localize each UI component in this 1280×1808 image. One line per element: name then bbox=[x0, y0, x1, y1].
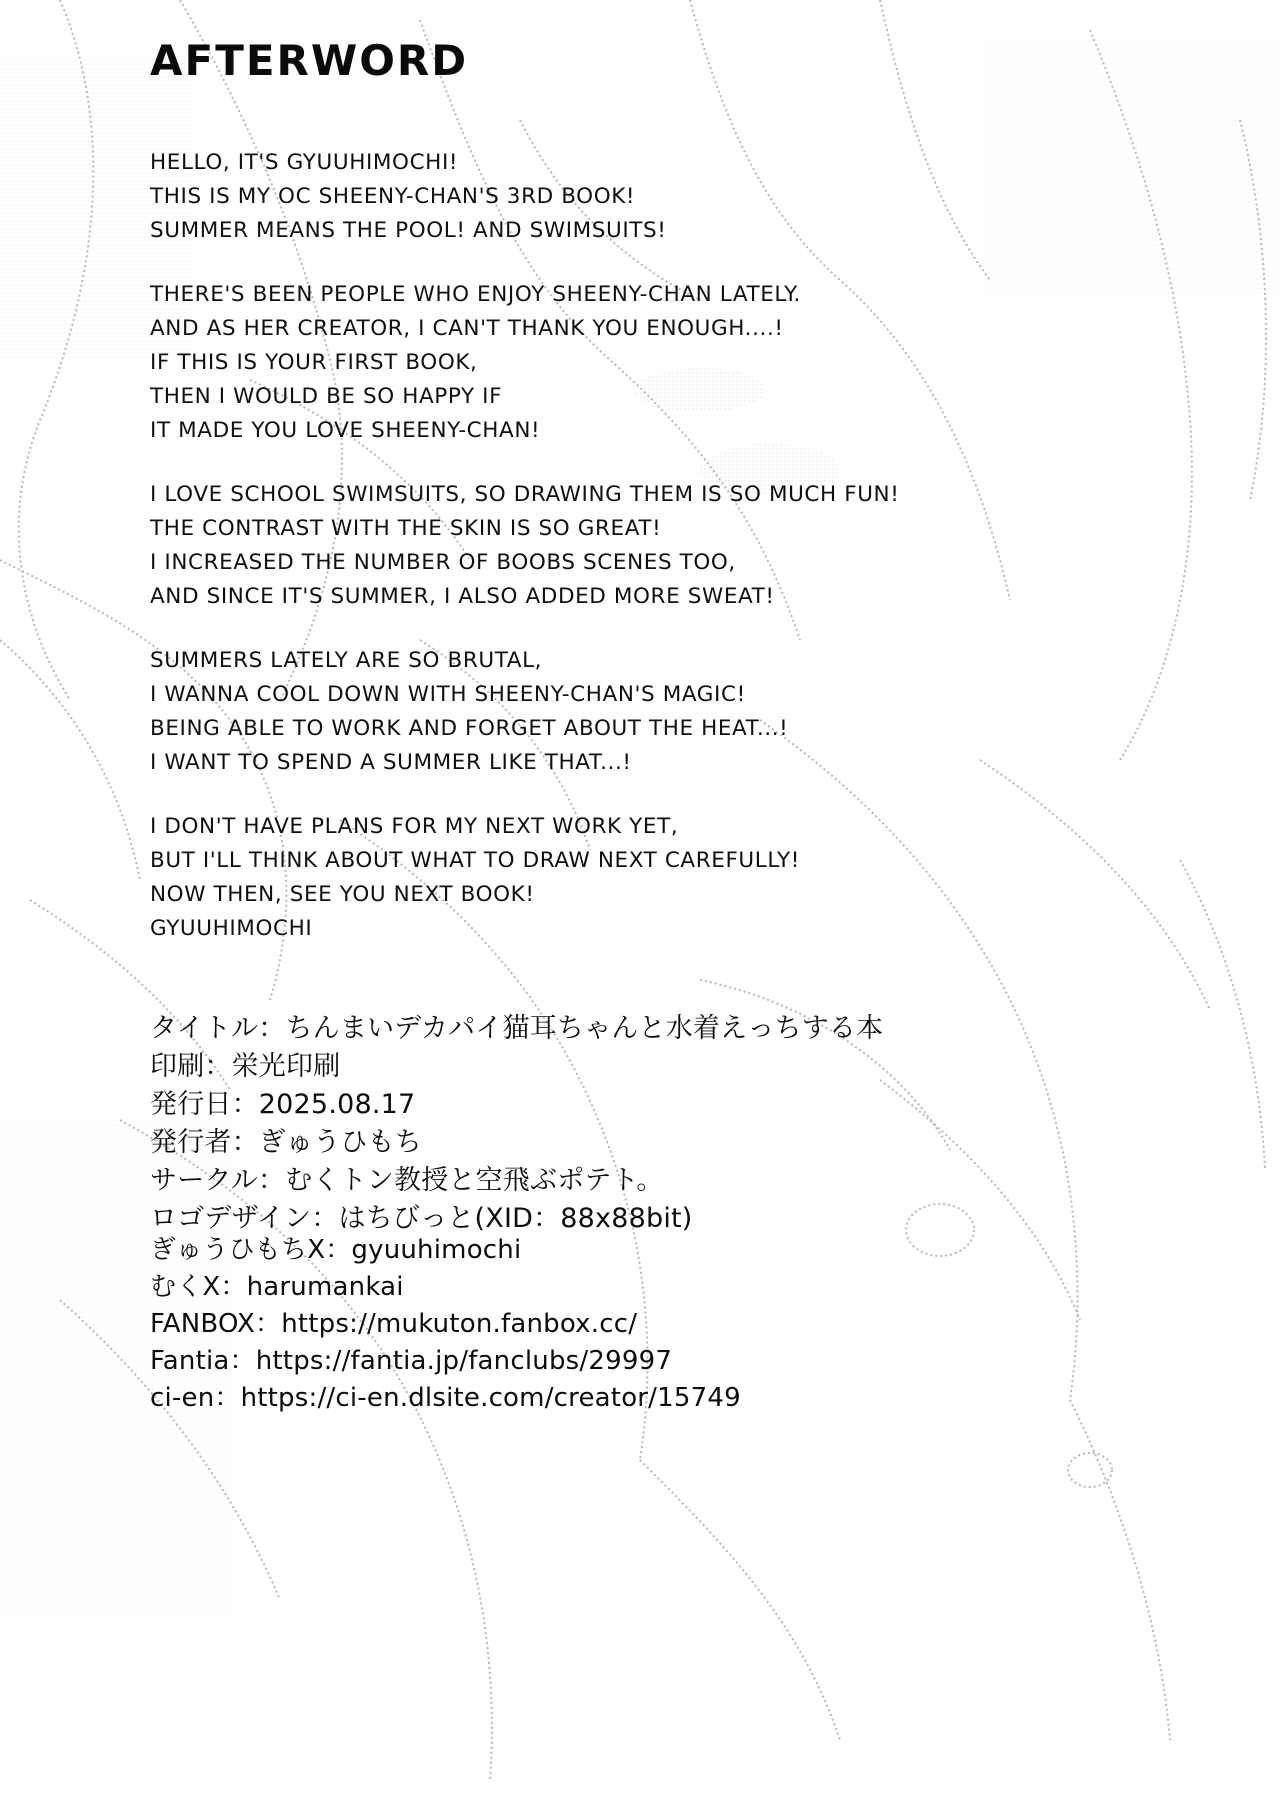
text-line: HELLO, IT'S GYUUHIMOCHI! bbox=[150, 150, 459, 175]
paragraph bbox=[150, 478, 1150, 614]
credit-x-gyuuhimochi: ぎゅうひもちX：gyuuhimochi bbox=[150, 1235, 522, 1265]
colophon-publisher: 発行者：ぎゅうひもち bbox=[150, 1127, 422, 1158]
colophon-date: 発行日：2025.08.17 bbox=[150, 1089, 416, 1120]
signature: GYUUHIMOCHI bbox=[150, 916, 313, 941]
colophon-circle: サークル：むくトン教授と空飛ぶポテト。 bbox=[150, 1165, 664, 1196]
credit-x-muku: むくX：harumankai bbox=[150, 1272, 404, 1302]
text-line: AND SINCE IT'S SUMMER, I ALSO ADDED MORE SWEAT! bbox=[150, 584, 775, 609]
text-line: I LOVE SCHOOL SWIMSUITS, SO DRAWING THEM IS SO MUCH FUN! bbox=[150, 482, 900, 507]
text-line: I WANNA COOL DOWN WITH SHEENY-CHAN'S MAGIC! bbox=[150, 682, 746, 707]
text-line: THE CONTRAST WITH THE SKIN IS SO GREAT! bbox=[150, 516, 662, 541]
paragraph bbox=[150, 810, 1150, 946]
colophon-printer: 印刷：栄光印刷 bbox=[150, 1051, 341, 1082]
text-line: NOW THEN, SEE YOU NEXT BOOK! bbox=[150, 882, 535, 907]
text-line: THEN I WOULD BE SO HAPPY IF bbox=[150, 384, 503, 409]
paragraph bbox=[150, 644, 1150, 780]
credit-cien[interactable]: ci-en：https://ci-en.dlsite.com/creator/15749 bbox=[150, 1383, 741, 1413]
credit-fanbox[interactable]: FANBOX：https://mukuton.fanbox.cc/ bbox=[150, 1309, 638, 1339]
text-line: AND AS HER CREATOR, I CAN'T THANK YOU ENOUGH....! bbox=[150, 316, 784, 341]
paragraph bbox=[150, 278, 1150, 448]
text-line: I DON'T HAVE PLANS FOR MY NEXT WORK YET, bbox=[150, 814, 679, 839]
text-line: BUT I'LL THINK ABOUT WHAT TO DRAW NEXT CAREFULLY! bbox=[150, 848, 801, 873]
credits-block bbox=[150, 1232, 1160, 1417]
colophon-block bbox=[150, 1010, 1160, 1238]
colophon-logo-design: ロゴデザイン：はちびっと(XID：88x88bit) bbox=[150, 1203, 693, 1234]
text-line: BEING ABLE TO WORK AND FORGET ABOUT THE HEAT...! bbox=[150, 716, 789, 741]
colophon-title: タイトル：ちんまいデカパイ猫耳ちゃんと水着えっちする本 bbox=[150, 1013, 884, 1044]
text-line: IT MADE YOU LOVE SHEENY-CHAN! bbox=[150, 418, 541, 443]
text-line: SUMMER MEANS THE POOL! AND SWIMSUITS! bbox=[150, 218, 667, 243]
text-line: THIS IS MY OC SHEENY-CHAN'S 3RD BOOK! bbox=[150, 184, 636, 209]
page-title: AFTERWORD bbox=[150, 36, 469, 85]
text-line: SUMMERS LATELY ARE SO BRUTAL, bbox=[150, 648, 543, 673]
text-line: THERE'S BEEN PEOPLE WHO ENJOY SHEENY-CHAN LATELY. bbox=[150, 282, 801, 307]
text-line: I INCREASED THE NUMBER OF BOOBS SCENES TOO, bbox=[150, 550, 736, 575]
credit-fantia[interactable]: Fantia：https://fantia.jp/fanclubs/29997 bbox=[150, 1346, 673, 1376]
text-line: I WANT TO SPEND A SUMMER LIKE THAT...! bbox=[150, 750, 632, 775]
paragraph bbox=[150, 146, 1150, 248]
afterword-body bbox=[150, 146, 1150, 946]
text-line: IF THIS IS YOUR FIRST BOOK, bbox=[150, 350, 478, 375]
